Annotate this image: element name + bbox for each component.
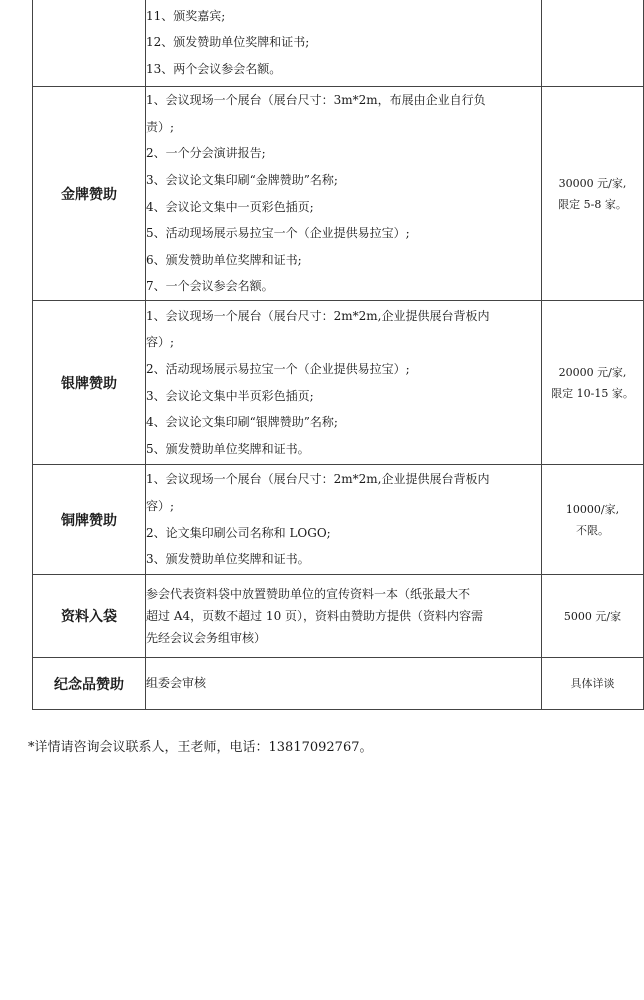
benefit-line: 责）; (146, 119, 175, 134)
benefit-line: 3、颁发赞助单位奖牌和证书。 (146, 552, 310, 567)
price-line: 限定 10-15 家。 (551, 386, 634, 400)
benefit-line: 先经会议会务组审核） (146, 631, 267, 645)
benefit-line: 7、一个会议参会名额。 (146, 279, 274, 294)
benefit-line: 5、活动现场展示易拉宝一个（企业提供易拉宝）; (146, 226, 410, 241)
benefit-line: 12、颁发赞助单位奖牌和证书; (146, 35, 310, 50)
sponsorship-table-body (33, 0, 644, 710)
benefit-line: 超过 A4，页数不超过 10 页），资料由赞助方提供（资料内容需 (146, 609, 484, 623)
benefit-line: 3、会议论文集印刷“金牌赞助”名称; (146, 172, 338, 187)
sponsor-category: 银牌赞助 (33, 301, 146, 465)
contact-footnote: *详情请咨询会议联系人，王老师，电话：13817092767。 (28, 740, 373, 755)
sponsor-row (33, 658, 644, 710)
sponsor-row (33, 87, 644, 301)
sponsor-category: 金牌赞助 (33, 87, 146, 301)
sponsor-row (33, 465, 644, 575)
price-line: 限定 5-8 家。 (558, 197, 627, 211)
sponsor-price (542, 575, 644, 658)
price-line: 20000 元/家, (558, 365, 627, 379)
sponsor-price (542, 658, 644, 710)
sponsor-category: 铜牌赞助 (33, 465, 146, 575)
sponsorship-table (32, 0, 644, 710)
benefit-line: 容）; (146, 498, 175, 513)
price-line: 30000 元/家, (558, 176, 627, 190)
sponsor-category: 纪念品赞助 (33, 658, 146, 710)
benefit-line: 2、论文集印刷公司名称和 LOGO; (146, 525, 331, 540)
sponsor-benefits (146, 575, 542, 658)
price-line: 10000/家, (565, 502, 620, 516)
sponsor-row (33, 301, 644, 465)
sponsor-price (542, 301, 644, 465)
sponsor-benefits (146, 658, 542, 710)
price-line: 不限。 (576, 523, 609, 537)
sponsor-row (33, 0, 644, 87)
sponsor-category (33, 0, 146, 87)
sponsor-price (542, 465, 644, 575)
benefit-line: 容）; (146, 335, 175, 350)
benefit-line: 2、一个分会演讲报告; (146, 146, 266, 161)
benefit-line: 6、颁发赞助单位奖牌和证书; (146, 252, 302, 267)
benefit-line: 4、会议论文集印刷“银牌赞助”名称; (146, 415, 338, 430)
benefit-line: 组委会审核 (146, 676, 207, 691)
benefit-line: 13、两个会议参会名额。 (146, 61, 282, 76)
sponsor-benefits (146, 0, 542, 87)
benefit-line: 1、会议现场一个展台（展台尺寸：2m*2m,企业提供展台背板内 (146, 308, 490, 323)
benefit-line: 4、会议论文集中一页彩色插页; (146, 199, 314, 214)
sponsor-benefits (146, 301, 542, 465)
benefit-line: 11、颁奖嘉宾; (146, 8, 226, 23)
benefit-line: 1、会议现场一个展台（展台尺寸：2m*2m,企业提供展台背板内 (146, 472, 490, 487)
benefit-line: 3、会议论文集中半页彩色插页; (146, 388, 314, 403)
sponsor-benefits (146, 87, 542, 301)
sponsor-price (542, 87, 644, 301)
benefit-line: 5、颁发赞助单位奖牌和证书。 (146, 441, 310, 456)
sponsor-category: 资料入袋 (33, 575, 146, 658)
benefit-line: 1、会议现场一个展台（展台尺寸：3m*2m，布展由企业自行负 (146, 93, 486, 108)
sponsor-price (542, 0, 644, 87)
benefit-line: 参会代表资料袋中放置赞助单位的宣传资料一本（纸张最大不 (146, 587, 471, 601)
sponsor-row (33, 575, 644, 658)
price-line: 具体详谈 (570, 677, 615, 690)
benefit-line: 2、活动现场展示易拉宝一个（企业提供易拉宝）; (146, 361, 410, 376)
price-line: 5000 元/家 (563, 609, 622, 623)
sponsor-benefits (146, 465, 542, 575)
